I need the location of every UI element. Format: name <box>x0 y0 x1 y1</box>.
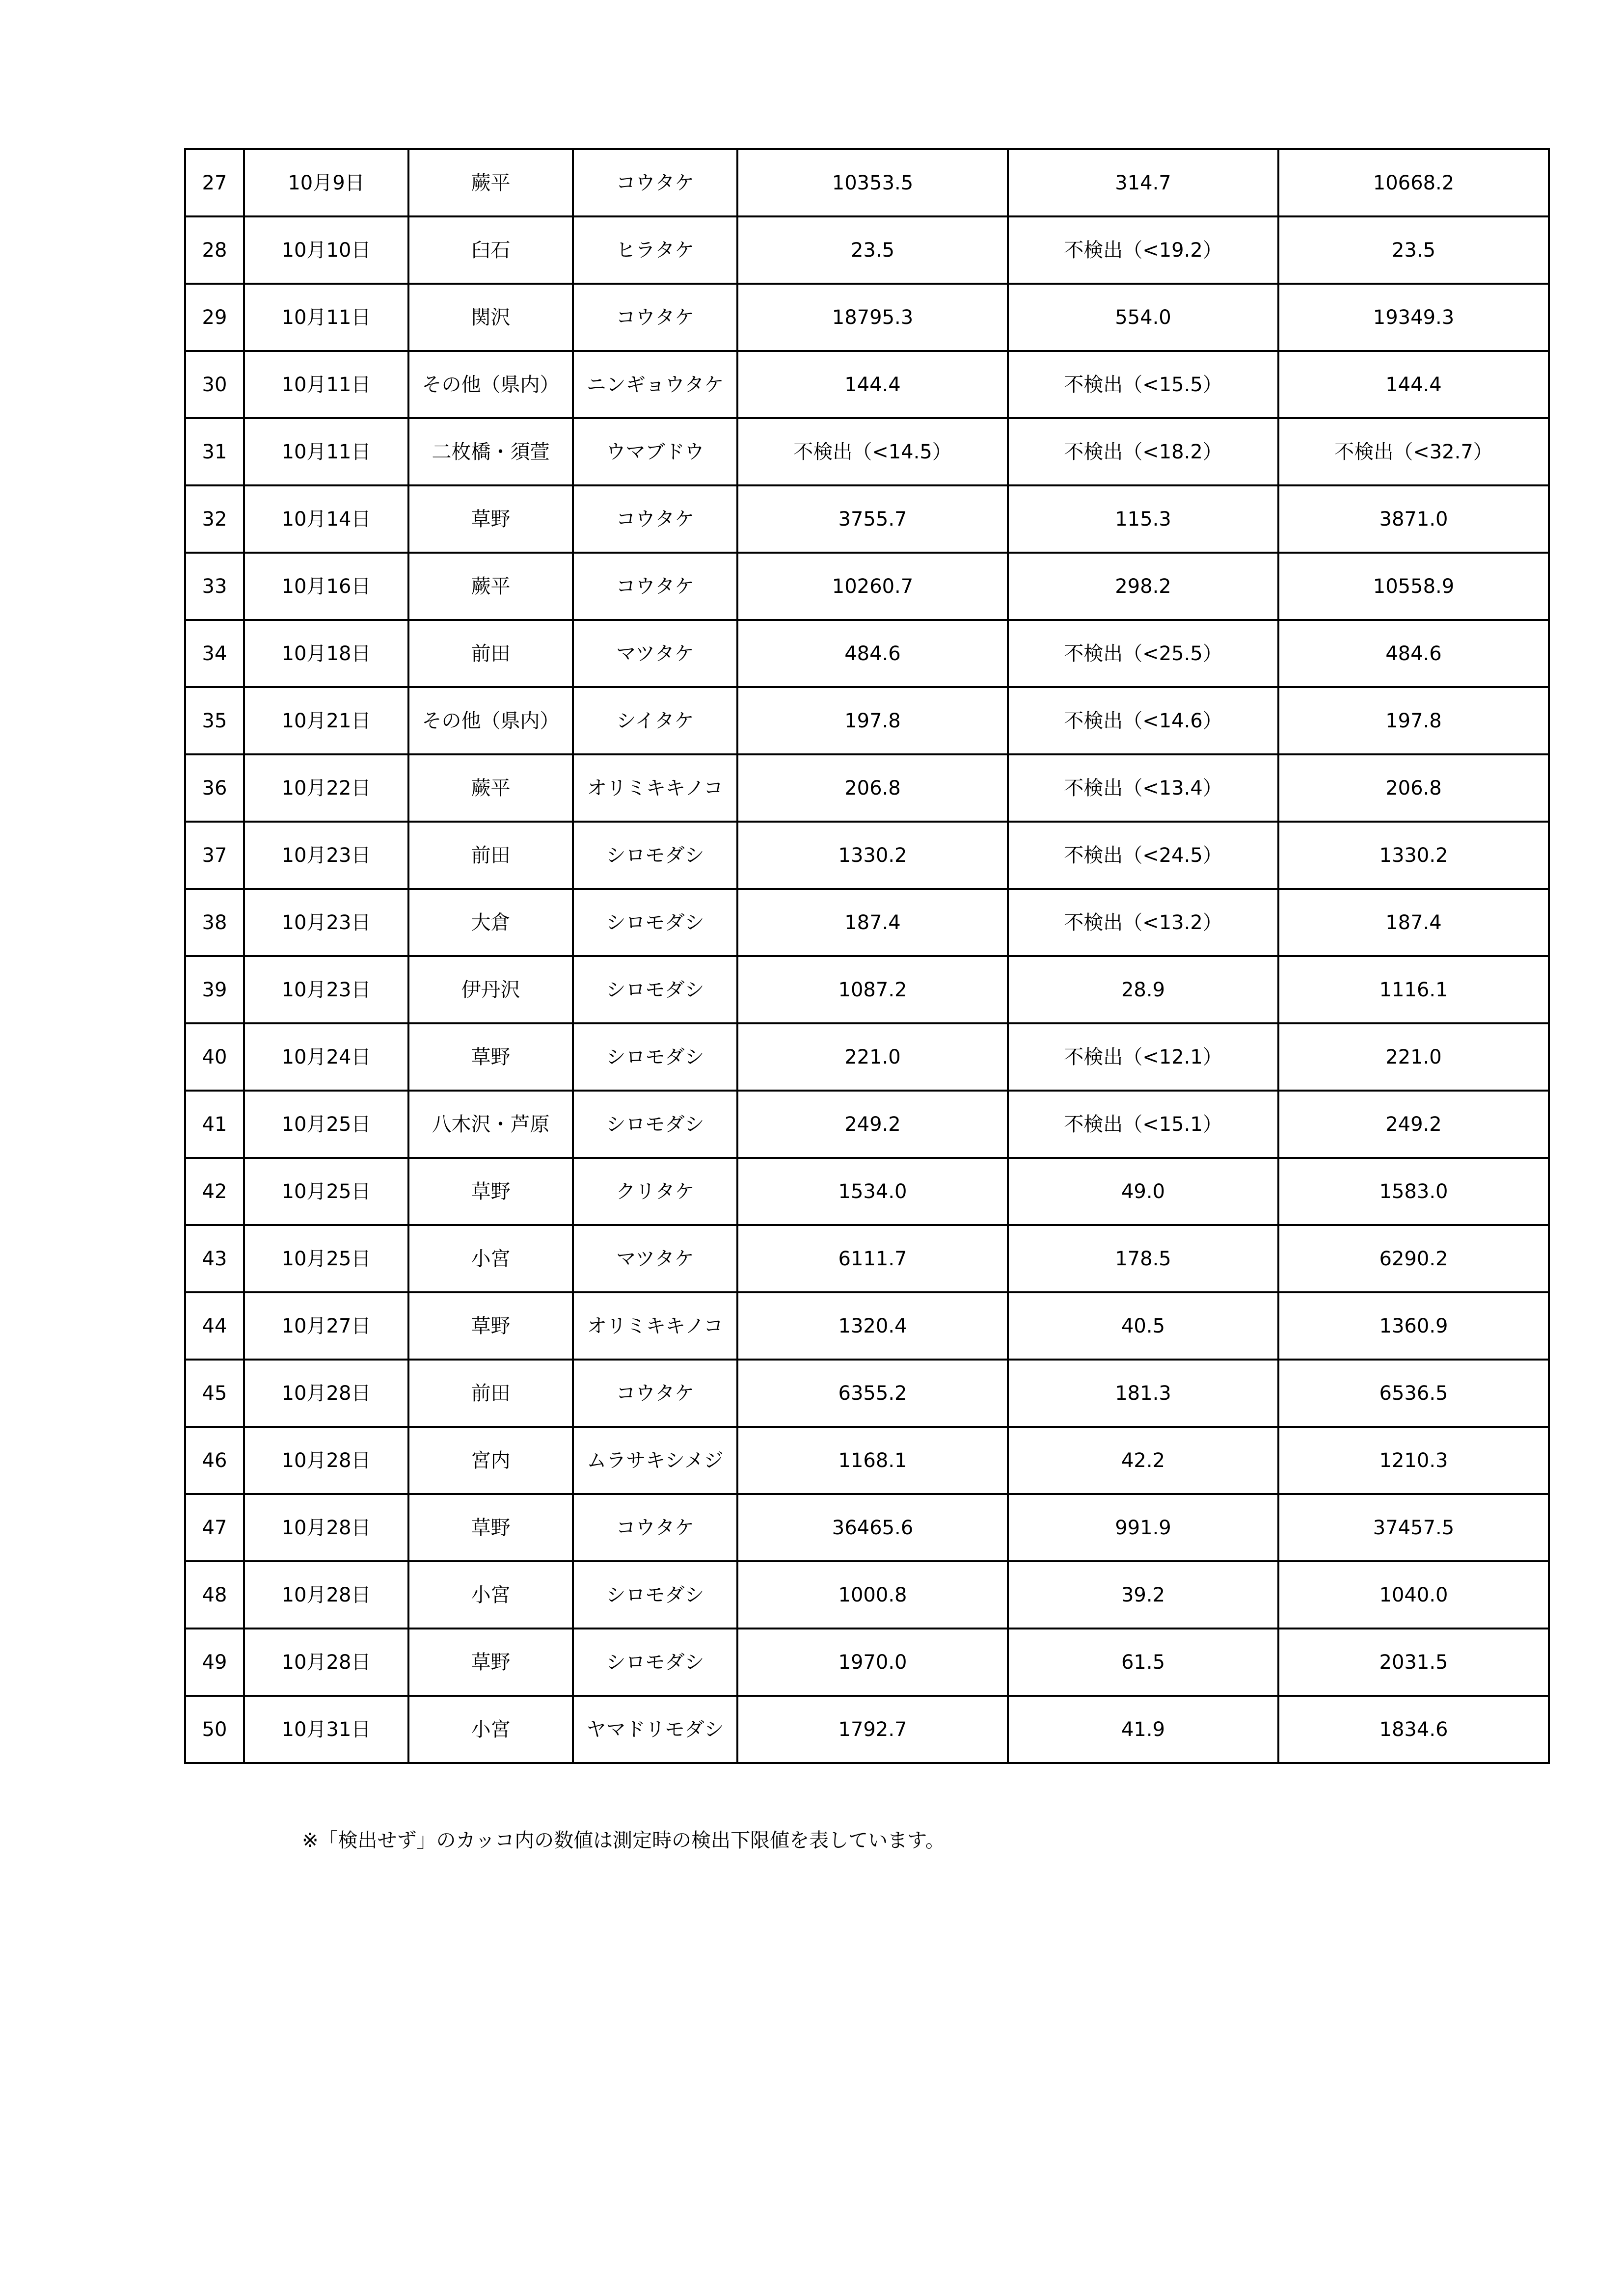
location-cell: 宮内 <box>408 1427 573 1494</box>
date-cell: 10月22日 <box>244 754 408 822</box>
location-cell: 小宮 <box>408 1225 573 1292</box>
date-cell: 10月14日 <box>244 485 408 553</box>
location-cell: 草野 <box>408 1494 573 1561</box>
total-value-cell: 249.2 <box>1278 1091 1549 1158</box>
date-cell: 10月28日 <box>244 1629 408 1696</box>
table-row <box>185 1292 1549 1360</box>
item-name-cell: クリタケ <box>573 1158 737 1225</box>
total-value-cell: 6536.5 <box>1278 1360 1549 1427</box>
item-name-cell: オリミキキノコ <box>573 754 737 822</box>
item-name-cell: シロモダシ <box>573 1561 737 1629</box>
row-number-cell: 30 <box>185 351 244 418</box>
location-cell: 前田 <box>408 620 573 687</box>
date-cell: 10月11日 <box>244 284 408 351</box>
table-row <box>185 1023 1549 1091</box>
total-value-cell: 6290.2 <box>1278 1225 1549 1292</box>
cs137-value-cell: 不検出（<24.5） <box>1008 822 1278 889</box>
cs137-value-cell: 39.2 <box>1008 1561 1278 1629</box>
cs134-value-cell: 6355.2 <box>737 1360 1008 1427</box>
row-number-cell: 31 <box>185 418 244 485</box>
table-row <box>185 1629 1549 1696</box>
cs137-value-cell: 991.9 <box>1008 1494 1278 1561</box>
row-number-cell: 40 <box>185 1023 244 1091</box>
cs134-value-cell: 484.6 <box>737 620 1008 687</box>
date-cell: 10月28日 <box>244 1561 408 1629</box>
table-row <box>185 485 1549 553</box>
cs137-value-cell: 不検出（<12.1） <box>1008 1023 1278 1091</box>
total-value-cell: 1210.3 <box>1278 1427 1549 1494</box>
item-name-cell: シロモダシ <box>573 822 737 889</box>
item-name-cell: コウタケ <box>573 284 737 351</box>
table-row <box>185 149 1549 216</box>
row-number-cell: 32 <box>185 485 244 553</box>
item-name-cell: シロモダシ <box>573 1091 737 1158</box>
date-cell: 10月28日 <box>244 1427 408 1494</box>
date-cell: 10月21日 <box>244 687 408 754</box>
table-row <box>185 754 1549 822</box>
cs137-value-cell: 不検出（<25.5） <box>1008 620 1278 687</box>
row-number-cell: 39 <box>185 956 244 1023</box>
item-name-cell: コウタケ <box>573 485 737 553</box>
row-number-cell: 36 <box>185 754 244 822</box>
item-name-cell: コウタケ <box>573 1494 737 1561</box>
location-cell: 草野 <box>408 1158 573 1225</box>
row-number-cell: 45 <box>185 1360 244 1427</box>
total-value-cell: 19349.3 <box>1278 284 1549 351</box>
total-value-cell: 484.6 <box>1278 620 1549 687</box>
cs134-value-cell: 3755.7 <box>737 485 1008 553</box>
row-number-cell: 35 <box>185 687 244 754</box>
item-name-cell: シロモダシ <box>573 956 737 1023</box>
table-row <box>185 1225 1549 1292</box>
location-cell: 前田 <box>408 1360 573 1427</box>
cs137-value-cell: 40.5 <box>1008 1292 1278 1360</box>
table-row <box>185 418 1549 485</box>
cs137-value-cell: 115.3 <box>1008 485 1278 553</box>
date-cell: 10月31日 <box>244 1696 408 1763</box>
footnote: ※「検出せず」のカッコ内の数値は測定時の検出下限値を表しています。 <box>302 1829 945 1852</box>
cs134-value-cell: 144.4 <box>737 351 1008 418</box>
cs137-value-cell: 不検出（<15.1） <box>1008 1091 1278 1158</box>
item-name-cell: コウタケ <box>573 149 737 216</box>
item-name-cell: シロモダシ <box>573 1023 737 1091</box>
cs137-value-cell: 42.2 <box>1008 1427 1278 1494</box>
table-row <box>185 216 1549 284</box>
location-cell: 蕨平 <box>408 754 573 822</box>
cs134-value-cell: 1000.8 <box>737 1561 1008 1629</box>
total-value-cell: 23.5 <box>1278 216 1549 284</box>
location-cell: 草野 <box>408 1292 573 1360</box>
date-cell: 10月25日 <box>244 1091 408 1158</box>
location-cell: 八木沢・芦原 <box>408 1091 573 1158</box>
date-cell: 10月23日 <box>244 889 408 956</box>
row-number-cell: 43 <box>185 1225 244 1292</box>
cs134-value-cell: 10353.5 <box>737 149 1008 216</box>
cs137-value-cell: 61.5 <box>1008 1629 1278 1696</box>
date-cell: 10月18日 <box>244 620 408 687</box>
location-cell: その他（県内） <box>408 351 573 418</box>
date-cell: 10月9日 <box>244 149 408 216</box>
item-name-cell: シイタケ <box>573 687 737 754</box>
location-cell: 前田 <box>408 822 573 889</box>
table-row <box>185 1158 1549 1225</box>
table-row <box>185 1091 1549 1158</box>
cs134-value-cell: 221.0 <box>737 1023 1008 1091</box>
cs134-value-cell: 187.4 <box>737 889 1008 956</box>
table-row <box>185 620 1549 687</box>
cs134-value-cell: 6111.7 <box>737 1225 1008 1292</box>
total-value-cell: 221.0 <box>1278 1023 1549 1091</box>
cs137-value-cell: 不検出（<15.5） <box>1008 351 1278 418</box>
location-cell: 小宮 <box>408 1696 573 1763</box>
item-name-cell: コウタケ <box>573 553 737 620</box>
cs137-value-cell: 不検出（<13.4） <box>1008 754 1278 822</box>
total-value-cell: 10558.9 <box>1278 553 1549 620</box>
cs137-value-cell: 不検出（<19.2） <box>1008 216 1278 284</box>
item-name-cell: オリミキキノコ <box>573 1292 737 1360</box>
location-cell: 臼石 <box>408 216 573 284</box>
cs134-value-cell: 206.8 <box>737 754 1008 822</box>
total-value-cell: 2031.5 <box>1278 1629 1549 1696</box>
row-number-cell: 38 <box>185 889 244 956</box>
table-row <box>185 553 1549 620</box>
date-cell: 10月25日 <box>244 1158 408 1225</box>
item-name-cell: ニンギョウタケ <box>573 351 737 418</box>
total-value-cell: 144.4 <box>1278 351 1549 418</box>
location-cell: 伊丹沢 <box>408 956 573 1023</box>
table-row <box>185 956 1549 1023</box>
location-cell: 小宮 <box>408 1561 573 1629</box>
row-number-cell: 49 <box>185 1629 244 1696</box>
location-cell: 蕨平 <box>408 149 573 216</box>
total-value-cell: 3871.0 <box>1278 485 1549 553</box>
location-cell: 関沢 <box>408 284 573 351</box>
table-row <box>185 1427 1549 1494</box>
total-value-cell: 1040.0 <box>1278 1561 1549 1629</box>
cs134-value-cell: 1970.0 <box>737 1629 1008 1696</box>
cs134-value-cell: 1320.4 <box>737 1292 1008 1360</box>
row-number-cell: 37 <box>185 822 244 889</box>
item-name-cell: ヒラタケ <box>573 216 737 284</box>
cs137-value-cell: 554.0 <box>1008 284 1278 351</box>
total-value-cell: 197.8 <box>1278 687 1549 754</box>
cs134-value-cell: 23.5 <box>737 216 1008 284</box>
location-cell: 草野 <box>408 485 573 553</box>
cs134-value-cell: 10260.7 <box>737 553 1008 620</box>
row-number-cell: 46 <box>185 1427 244 1494</box>
item-name-cell: マツタケ <box>573 620 737 687</box>
cs134-value-cell: 1087.2 <box>737 956 1008 1023</box>
row-number-cell: 34 <box>185 620 244 687</box>
cs137-value-cell: 28.9 <box>1008 956 1278 1023</box>
cs137-value-cell: 178.5 <box>1008 1225 1278 1292</box>
row-number-cell: 42 <box>185 1158 244 1225</box>
cs137-value-cell: 314.7 <box>1008 149 1278 216</box>
cs134-value-cell: 1330.2 <box>737 822 1008 889</box>
date-cell: 10月27日 <box>244 1292 408 1360</box>
cs137-value-cell: 298.2 <box>1008 553 1278 620</box>
cs137-value-cell: 不検出（<18.2） <box>1008 418 1278 485</box>
results-table <box>184 148 1550 1764</box>
total-value-cell: 206.8 <box>1278 754 1549 822</box>
total-value-cell: 37457.5 <box>1278 1494 1549 1561</box>
table-row <box>185 687 1549 754</box>
date-cell: 10月28日 <box>244 1494 408 1561</box>
location-cell: 大倉 <box>408 889 573 956</box>
table-row <box>185 1696 1549 1763</box>
cs137-value-cell: 不検出（<14.6） <box>1008 687 1278 754</box>
row-number-cell: 48 <box>185 1561 244 1629</box>
table-row <box>185 1360 1549 1427</box>
table-row <box>185 889 1549 956</box>
cs134-value-cell: 1792.7 <box>737 1696 1008 1763</box>
table-row <box>185 1561 1549 1629</box>
cs134-value-cell: 1534.0 <box>737 1158 1008 1225</box>
total-value-cell: 1834.6 <box>1278 1696 1549 1763</box>
cs134-value-cell: 197.8 <box>737 687 1008 754</box>
row-number-cell: 33 <box>185 553 244 620</box>
row-number-cell: 44 <box>185 1292 244 1360</box>
date-cell: 10月24日 <box>244 1023 408 1091</box>
location-cell: 草野 <box>408 1629 573 1696</box>
location-cell: 草野 <box>408 1023 573 1091</box>
cs134-value-cell: 1168.1 <box>737 1427 1008 1494</box>
total-value-cell: 187.4 <box>1278 889 1549 956</box>
table-body <box>185 149 1549 1763</box>
date-cell: 10月23日 <box>244 822 408 889</box>
item-name-cell: シロモダシ <box>573 889 737 956</box>
cs134-value-cell: 18795.3 <box>737 284 1008 351</box>
cs137-value-cell: 不検出（<13.2） <box>1008 889 1278 956</box>
table-row <box>185 284 1549 351</box>
item-name-cell: ウマブドウ <box>573 418 737 485</box>
location-cell: その他（県内） <box>408 687 573 754</box>
row-number-cell: 47 <box>185 1494 244 1561</box>
item-name-cell: シロモダシ <box>573 1629 737 1696</box>
date-cell: 10月16日 <box>244 553 408 620</box>
item-name-cell: マツタケ <box>573 1225 737 1292</box>
cs134-value-cell: 36465.6 <box>737 1494 1008 1561</box>
date-cell: 10月11日 <box>244 418 408 485</box>
cs134-value-cell: 不検出（<14.5） <box>737 418 1008 485</box>
total-value-cell: 1116.1 <box>1278 956 1549 1023</box>
date-cell: 10月25日 <box>244 1225 408 1292</box>
cs137-value-cell: 181.3 <box>1008 1360 1278 1427</box>
cs137-value-cell: 49.0 <box>1008 1158 1278 1225</box>
row-number-cell: 29 <box>185 284 244 351</box>
cs137-value-cell: 41.9 <box>1008 1696 1278 1763</box>
table-row <box>185 1494 1549 1561</box>
table-row <box>185 351 1549 418</box>
table-row <box>185 822 1549 889</box>
date-cell: 10月11日 <box>244 351 408 418</box>
location-cell: 蕨平 <box>408 553 573 620</box>
item-name-cell: ムラサキシメジ <box>573 1427 737 1494</box>
row-number-cell: 28 <box>185 216 244 284</box>
date-cell: 10月10日 <box>244 216 408 284</box>
item-name-cell: ヤマドリモダシ <box>573 1696 737 1763</box>
total-value-cell: 1330.2 <box>1278 822 1549 889</box>
total-value-cell: 1360.9 <box>1278 1292 1549 1360</box>
row-number-cell: 50 <box>185 1696 244 1763</box>
row-number-cell: 41 <box>185 1091 244 1158</box>
row-number-cell: 27 <box>185 149 244 216</box>
total-value-cell: 不検出（<32.7） <box>1278 418 1549 485</box>
total-value-cell: 10668.2 <box>1278 149 1549 216</box>
total-value-cell: 1583.0 <box>1278 1158 1549 1225</box>
date-cell: 10月28日 <box>244 1360 408 1427</box>
date-cell: 10月23日 <box>244 956 408 1023</box>
item-name-cell: コウタケ <box>573 1360 737 1427</box>
location-cell: 二枚橋・須萱 <box>408 418 573 485</box>
cs134-value-cell: 249.2 <box>737 1091 1008 1158</box>
